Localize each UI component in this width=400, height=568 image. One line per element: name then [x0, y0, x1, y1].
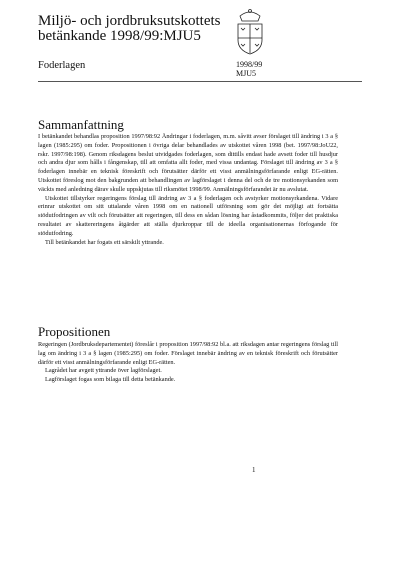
summary-section [38, 133, 338, 247]
proposition-heading: Propositionen [38, 324, 111, 339]
document-subtitle: Foderlagen [38, 60, 86, 71]
summary-paragraph: Utskottet tillstyrker regeringens förslag till ändring av 3 a § foderlagen och avstyrker motionsyrkandena. Vidare erinrar utskottet om sitt uttalande våren 1998 om en nationell utförsning som gör det möjligt att fortsätta stödutfodringen av vilt och förutsätter att regeringen, till dess en sådan lösning har åstadkommits, följer det praktiska resultatet av skattereringens åtgärder att ställa djurkroppar till de ideella organisationernas förfogande för stödutfodring. [38, 194, 338, 237]
side-reference-code: MJU5 [236, 69, 257, 78]
side-reference [236, 60, 262, 78]
proposition-paragraph: Lagrådet har avgett yttrande över lagförslaget. [45, 367, 162, 375]
header-divider [38, 81, 362, 82]
summary-paragraph: I betänkandet behandlas proposition 1997/98:92 Ändringar i foderlagen, m.m. såvitt avser förslaget till ändring i 3 a § lagen (1985:295) om foder. Propositionen i övriga delar behandlades av utskottet våren 1998 (bet. 1997/98:JoU22, rskr. 1997/98:198). Genom riksdagens beslut utvidgades foderlagen, som dittills endast hade avsett foder till husdjur och andra djur som hålls i fångenskap, till att omfatta allt foder, med vissa undantag. Förslaget till ändring av 3 a § foderlagen innebär en teknisk föreskrift och förutsätter därför ett visst anmälningsförfarande enligt EG-rätten. Utskottet föreslog mot den bakgrunden att behandlingen av lagförslaget i denna del och de tre motionsyrkanden som väckts med anledning därav skulle uppskjutas till riksmötet 1998/99. Anmälningsförfarandet är nu avslutat. [38, 133, 338, 193]
summary-heading: Sammanfattning [38, 117, 124, 132]
proposition-section [38, 341, 338, 385]
royal-crest-icon [232, 8, 268, 56]
proposition-paragraph: Lagförslaget fogas som bilaga till detta betänkande. [45, 376, 176, 384]
summary-paragraph: Till betänkandet har fogats ett särskilt yttrande. [45, 238, 164, 246]
proposition-paragraph: Regeringen (Jordbruksdepartementet) föreslår i proposition 1997/98:92 bl.a. att riksdagen antar regeringens förslag till lag om ändring i 3 a § lagen (1985:295) om foder. Förslaget innebär ändring av en teknisk föreskrift och förutsätter därför ett visst anmälningsförfarande enligt EG-rätten. [38, 341, 338, 366]
document-title: Miljö- och jordbruksutskottets betänkande 1998/99:MJU5 [38, 13, 221, 44]
page-number: 1 [252, 466, 256, 474]
side-reference-session: 1998/99 [236, 60, 263, 69]
